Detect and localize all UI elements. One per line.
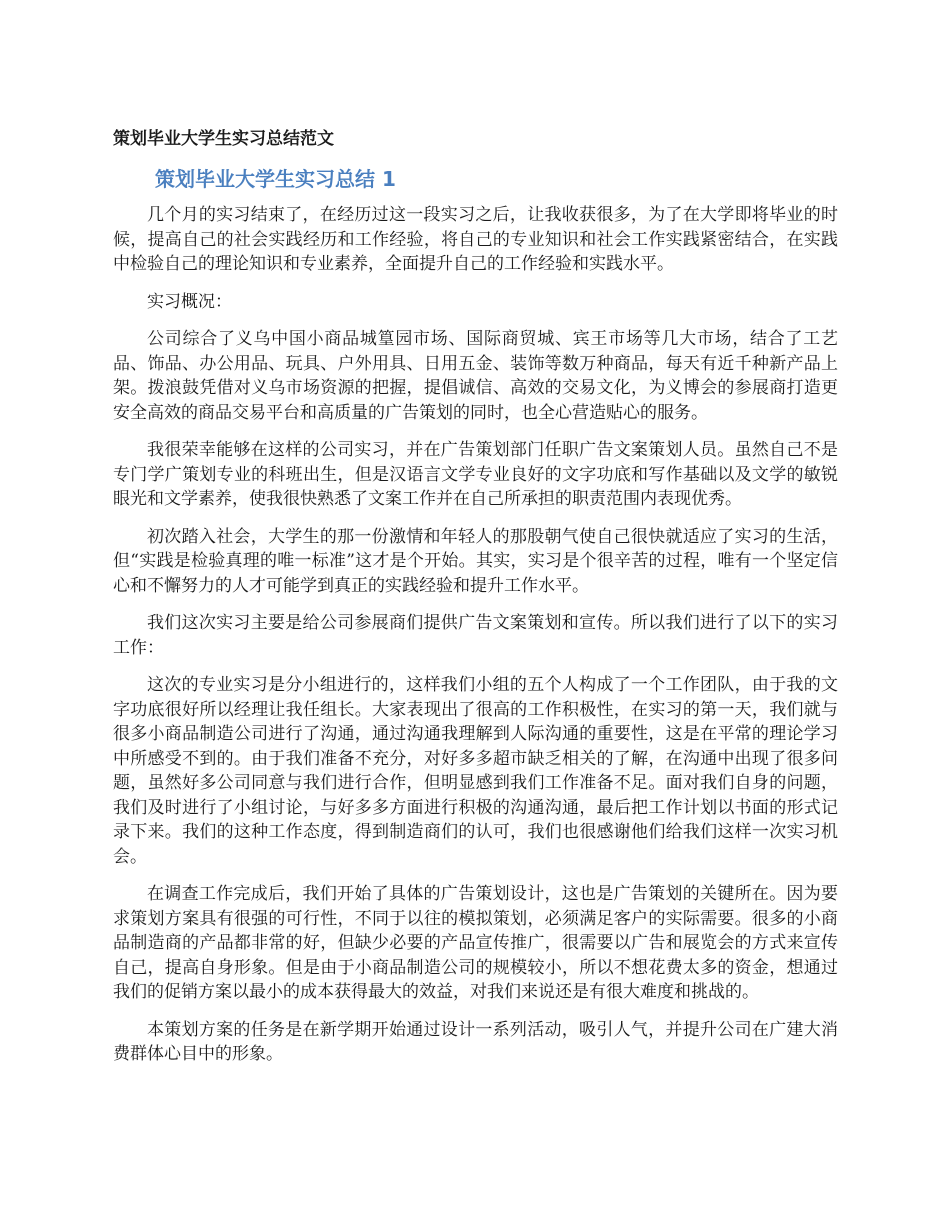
paragraph-company: 公司综合了义乌中国小商品城篁园市场、国际商贸城、宾王市场等几大市场，结合了工艺品、饰品、办公用品、玩具、户外用具、日用五金、装饰等数万种商品，每天有近千种新产品上架。拨浪鼓凭借对义乌市场资源的把握，提倡诚信、高效的交易文化，为义博会的参展商打造更安全高效的商品交易平台和高质量的广告策划的同时，也全心营造贴心的服务。 <box>113 329 838 423</box>
paragraph-intro: 几个月的实习结束了，在经历过这一段实习之后，让我收获很多，为了在大学即将毕业的时候，提高自己的社会实践经历和工作经验，将自己的专业知识和社会工作实践紧密结合，在实践中检验自己的理论知识和专业素养，全面提升自己的工作经验和实践水平。 <box>113 205 838 274</box>
paragraph-work-intro: 我们这次实习主要是给公司参展商们提供广告文案策划和宣传。所以我们进行了以下的实习工作： <box>113 613 838 658</box>
document-body <box>113 203 838 1080</box>
document-title: 策划毕业大学生实习总结范文 <box>113 129 334 149</box>
paragraph-design: 在调查工作完成后，我们开始了具体的广告策划设计，这也是广告策划的关键所在。因为要求策划方案具有很强的可行性，不同于以往的模拟策划，必须满足客户的实际需要。很多的小商品制造商的产品都非常的好，但缺少必要的产品宣传推广，很需要以广告和展览会的方式来宣传自己，提高自身形象。但是由于小商品制造公司的规模较小，所以不想花费太多的资金，想通过我们的促销方案以最小的成本获得最大的效益，对我们来说还是有很大难度和挑战的。 <box>113 884 838 1002</box>
paragraph-role: 我很荣幸能够在这样的公司实习，并在广告策划部门任职广告文案策划人员。虽然自己不是专门学广策划专业的科班出生，但是汉语言文学专业良好的文字功底和写作基础以及文学的敏锐眼光和文学素养，使我很快熟悉了文案工作并在自己所承担的职责范围内表现优秀。 <box>113 440 838 509</box>
paragraph-first-steps: 初次踏入社会，大学生的那一份激情和年轻人的那股朝气使自己很快就适应了实习的生活，但“实践是检验真理的唯一标准”这才是个开始。其实，实习是个很辛苦的过程，唯有一个坚定信心和不懈努力的人才可能学到真正的实践经验和提升工作水平。 <box>113 526 838 596</box>
paragraph-team: 这次的专业实习是分小组进行的，这样我们小组的五个人构成了一个工作团队，由于我的文字功底很好所以经理让我任组长。大家表现出了很高的工作积极性，在实习的第一天，我们就与很多小商品制造公司进行了沟通，通过沟通我理解到人际沟通的重要性，这是在平常的理论学习中所感受不到的。由于我们准备不充分，对好多多超市缺乏相关的了解，在沟通中出现了很多问题，虽然好多公司同意与我们进行合作，但明显感到我们工作准备不足。面对我们自身的问题，我们及时进行了小组讨论，与好多多方面进行积极的沟通沟通，最后把工作计划以书面的形式记录下来。我们的这种工作态度，得到制造商们的认可，我们也很感谢他们给我们这样一次实习机会。 <box>113 675 838 867</box>
paragraph-overview-label: 实习概况： <box>147 291 232 312</box>
paragraph-task: 本策划方案的任务是在新学期开始通过设计一系列活动，吸引人气，并提升公司在广建大消费群体心目中的形象。 <box>113 1019 838 1064</box>
section-heading: 策划毕业大学生实习总结 1 <box>155 167 396 191</box>
